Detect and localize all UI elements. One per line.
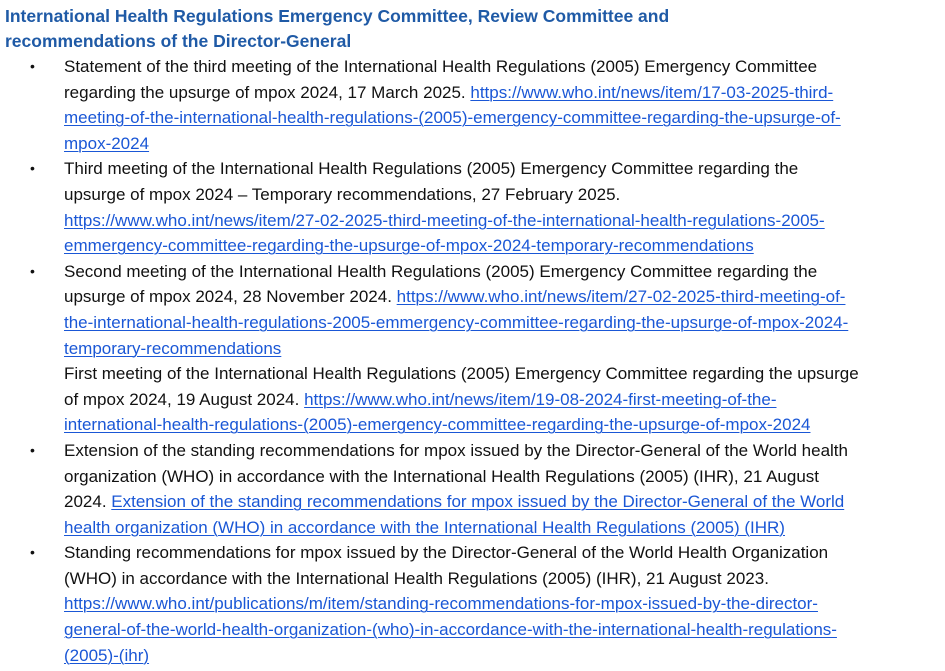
reference-line [64,617,941,643]
reference-link[interactable]: https://www.who.int/news/item/27-02-2025-third-meeting-of-the-international-health-regulations-2005- [64,210,825,230]
reference-link[interactable]: meeting-of-the-international-health-regulations-(2005)-emergency-committee-regarding-the-upsurge-of- [64,108,841,128]
reference-line [64,284,941,310]
reference-link[interactable]: the-international-health-regulations-2005-emmergency-committee-regarding-the-upsurge-of-mpox-2024- [64,312,849,332]
reference-link[interactable]: https://www.who.int/news/item/17-03-2025-third- [470,82,834,102]
reference-link[interactable]: https://www.who.int/news/item/27-02-2025-third-meeting-of- [396,287,846,307]
reference-link[interactable]: emmergency-committee-regarding-the-upsurge-of-mpox-2024-temporary-recommendations [64,236,754,256]
reference-item [0,54,945,156]
bullet-dot-icon: • [30,441,35,458]
bullet-dot-icon: • [30,160,35,177]
reference-item [0,438,945,540]
reference-item [0,156,945,258]
reference-line [64,208,941,234]
reference-line [64,361,941,387]
reference-link[interactable]: temporary-recommendations [64,338,282,358]
reference-line [64,259,941,285]
reference-link[interactable]: international-health-regulations-(2005)-emergency-committee-regarding-the-upsurge-of-mpox-2024 [64,415,811,435]
reference-link[interactable]: (2005)-(ihr) [64,645,150,665]
reference-text: of mpox 2024, 19 August 2024. [64,389,305,409]
reference-text: Extension of the standing recommendations for mpox issued by the Director-General of the World health [64,440,848,460]
reference-line [64,80,941,106]
reference-text: 2024. [64,492,112,512]
reference-list [0,54,945,668]
reference-item [0,259,945,361]
reference-text: Second meeting of the International Health Regulations (2005) Emergency Committee regarding the [64,261,818,281]
reference-text: Standing recommendations for mpox issued by the Director-General of the World Health Organization [64,543,829,563]
section-heading [5,4,935,54]
reference-text: First meeting of the International Health Regulations (2005) Emergency Committee regarding the upsurge [64,364,859,384]
reference-line [64,131,941,157]
reference-line [64,182,941,208]
section-heading-line-2: recommendations of the Director-General [5,31,352,51]
reference-item [0,540,945,668]
reference-link[interactable]: Extension of the standing recommendations for mpox issued by the Director-General of the World [111,492,845,512]
reference-link[interactable]: general-of-the-world-health-organization-(who)-in-accordance-with-the-international-health-regulations- [64,620,837,640]
reference-line [64,387,941,413]
reference-line [64,412,941,438]
reference-text: organization (WHO) in accordance with the International Health Regulations (2005) (IHR), 21 August [64,466,819,486]
bullet-dot-icon: • [30,544,35,561]
reference-text: upsurge of mpox 2024 – Temporary recommendations, 27 February 2025. [64,184,621,204]
reference-text: regarding the upsurge of mpox 2024, 17 March 2025. [64,82,471,102]
reference-line [64,233,941,259]
bullet-dot-icon: • [30,58,35,74]
reference-line [64,489,941,515]
reference-text: upsurge of mpox 2024, 28 November 2024. [64,287,397,307]
reference-text: (WHO) in accordance with the International Health Regulations (2005) (IHR), 21 August 2023. [64,568,769,588]
reference-link[interactable]: https://www.who.int/publications/m/item/standing-recommendations-for-mpox-issued-by-the-director- [64,594,818,614]
reference-line [64,591,941,617]
section-heading-line-1: International Health Regulations Emergency Committee, Review Committee and [5,6,670,26]
reference-link[interactable]: health organization (WHO) in accordance with the International Health Regulations (2005) (IHR) [64,517,785,537]
reference-link[interactable]: https://www.who.int/news/item/19-08-2024-first-meeting-of-the- [304,389,777,409]
bullet-dot-icon: • [30,262,35,279]
reference-line [64,105,941,131]
reference-text: Third meeting of the International Health Regulations (2005) Emergency Committee regarding the [64,159,799,179]
reference-item [0,361,945,438]
reference-line [64,464,941,490]
reference-line [64,540,941,566]
reference-line [64,336,941,362]
reference-line [64,310,941,336]
reference-text: Statement of the third meeting of the International Health Regulations (2005) Emergency Committee [64,57,818,76]
reference-line [64,515,941,541]
reference-line [64,54,941,80]
reference-link[interactable]: mpox-2024 [64,133,150,153]
reference-line [64,566,941,592]
reference-line [64,156,941,182]
reference-line [64,643,941,669]
reference-line [64,438,941,464]
